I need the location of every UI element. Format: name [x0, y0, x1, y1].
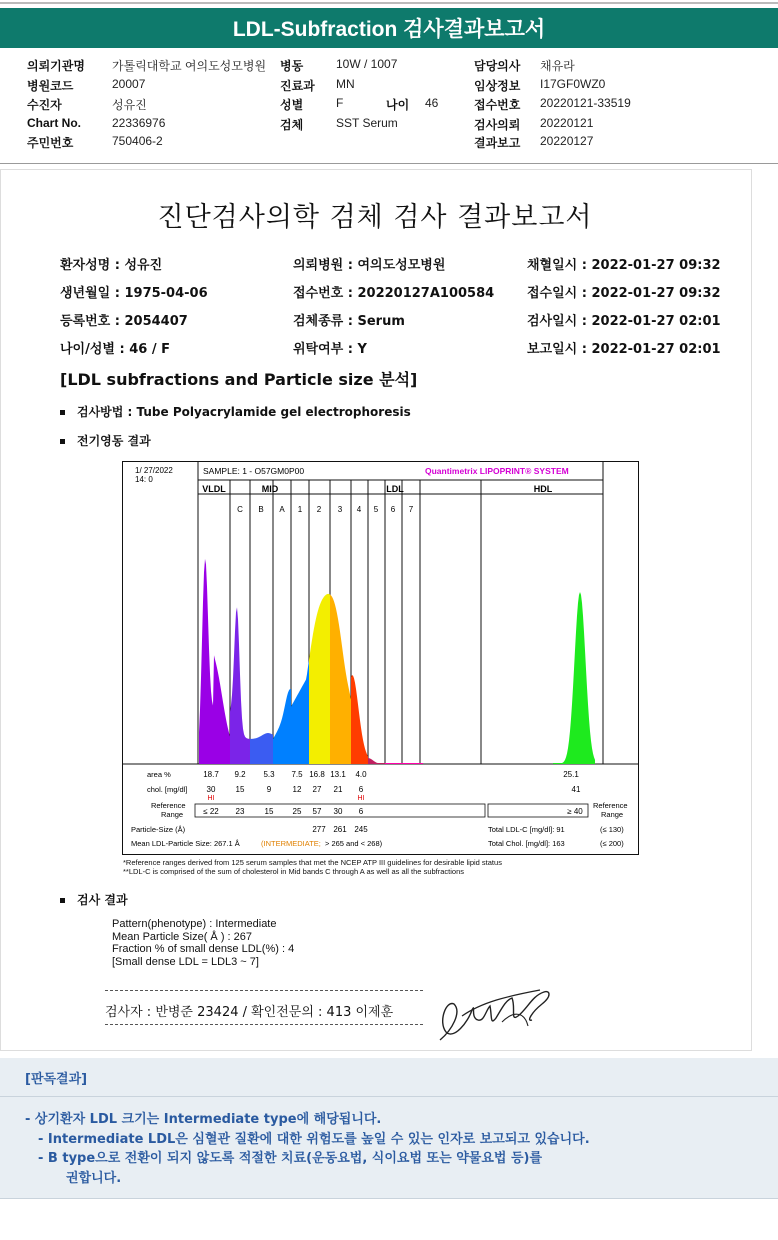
mid-c-peak	[230, 607, 250, 764]
result-line: Fraction % of small dense LDL(%) : 4	[112, 943, 295, 955]
header-key: 담당의사	[474, 59, 521, 73]
mean-ldl: Mean LDL-Particle Size: 267.1 Å	[131, 839, 240, 848]
header-value: F	[336, 96, 344, 110]
patient-field: 검사일시 : 2022-01-27 02:01	[527, 314, 721, 329]
patient-field: 검체종류 : Serum	[293, 314, 405, 329]
ref-value: 25	[292, 807, 302, 816]
section-heading: [LDL subfractions and Particle size 분석]	[60, 370, 418, 389]
header-value: 22336976	[112, 116, 166, 130]
group-label: MID	[261, 484, 279, 494]
header-key: 검사의뢰	[474, 118, 521, 132]
age-label: 나이	[386, 98, 410, 112]
results-label: 검사 결과	[77, 893, 128, 907]
bullet-icon	[60, 410, 65, 415]
result-line: Mean Particle Size( Å ) : 267	[112, 930, 253, 943]
ldl-rise	[291, 660, 309, 764]
chol-value: 6	[358, 785, 364, 794]
area-value: 9.2	[234, 770, 246, 779]
age-value: 46	[425, 96, 439, 110]
mid-b-peak	[250, 733, 273, 764]
ldl2-peak	[330, 594, 351, 764]
top-rule	[0, 2, 778, 4]
band-label: 2	[316, 505, 322, 514]
header-value: 20007	[112, 77, 146, 91]
header-key: 수진자	[27, 98, 62, 112]
patient-field: 위탁여부 : Y	[293, 342, 367, 357]
header-value: 채유라	[540, 59, 575, 73]
chart-footnote: *Reference ranges derived from 125 serum samples that met the NCEP ATP III guidelines for desirable lipid status	[123, 858, 502, 867]
method-text: 검사방법 : Tube Polyacrylamide gel electrophoresis	[77, 405, 411, 419]
total-chol-ref: (≤ 200)	[600, 839, 624, 848]
signer-rule-bottom	[105, 1024, 423, 1025]
signature-image	[432, 982, 562, 1052]
header-key: 병동	[280, 59, 304, 73]
signer-line: 검사자 : 반병준 23424 / 확인전문의 : 413 이제훈	[105, 1005, 394, 1020]
header-key: 진료과	[280, 79, 315, 93]
header-value: I17GF0WZ0	[540, 77, 606, 91]
header-value: 가톨릭대학교 여의도성모병원	[112, 59, 267, 73]
chol-value: 12	[292, 785, 302, 794]
band-label: 5	[373, 505, 379, 514]
header-key: 검체	[280, 118, 304, 132]
row-label: Reference	[151, 801, 186, 810]
patient-field: 의뢰병원 : 여의도성모병원	[293, 258, 446, 273]
ref-value: 30	[333, 807, 343, 816]
group-label: LDL	[386, 484, 404, 494]
ldl4-peak	[368, 758, 385, 764]
band-label: A	[279, 505, 285, 514]
patient-field: 보고일시 : 2022-01-27 02:01	[527, 342, 721, 357]
area-value: 16.8	[309, 770, 325, 779]
area-value: 13.1	[330, 770, 346, 779]
patient-field: 나이/성별 : 46 / F	[60, 342, 171, 357]
ldl3-peak	[351, 675, 368, 764]
result-line: [Small dense LDL = LDL3 ~ 7]	[112, 955, 259, 968]
chart-footnote: **LDL-C is comprised of the sum of cholesterol in Mid bands C through A as well as all the subfractions	[123, 867, 465, 876]
row-label: chol. [mg/dl]	[147, 785, 188, 794]
results-heading	[60, 891, 128, 908]
total-ldl: Total LDL-C [mg/dl]: 91	[488, 825, 565, 834]
total-ldl-ref: (≤ 130)	[600, 825, 624, 834]
area-value: 7.5	[291, 770, 303, 779]
header-value: MN	[336, 77, 355, 91]
verdict-line: 권합니다.	[66, 1171, 122, 1186]
signer-rule-top	[105, 990, 423, 991]
chol-value: 21	[333, 785, 343, 794]
patient-field: 접수번호 : 20220127A100584	[293, 286, 495, 301]
verdict-line: - Intermediate LDL은 심혈관 질환에 대한 위험도를 높일 수 있는 인자로 보고되고 있습니다.	[38, 1132, 590, 1147]
header-value: 20220121-33519	[540, 96, 631, 110]
verdict-line: - B type으로 전환이 되지 않도록 적절한 치료(운동요법, 식이요법 또는 약물요법 등)를	[38, 1151, 543, 1166]
chol-value: 30	[206, 785, 216, 794]
band-label: 3	[337, 505, 343, 514]
header-key: 의뢰기관명	[27, 59, 85, 73]
chol-value: 27	[312, 785, 322, 794]
header-value: 750406-2	[112, 134, 163, 148]
chol-value: 41	[571, 785, 581, 794]
group-label: VLDL	[202, 484, 226, 494]
verdict-divider	[0, 1096, 778, 1097]
chart-svg	[123, 462, 638, 854]
band-label: 7	[408, 505, 414, 514]
header-key: 임상정보	[474, 79, 521, 93]
header-key: 결과보고	[474, 136, 521, 150]
header-value: SST Serum	[336, 116, 398, 130]
chol-flag: HI	[207, 795, 215, 802]
chol-value: 15	[235, 785, 245, 794]
ref-value: 57	[312, 807, 322, 816]
result-line: Pattern(phenotype) : Intermediate	[112, 918, 277, 930]
hdl-peak	[553, 592, 595, 764]
electrophoresis-chart	[122, 461, 639, 855]
mid-a-peak	[273, 689, 291, 764]
particle-value: 277	[312, 825, 326, 834]
particle-value: 261	[333, 825, 347, 834]
chart-date: 1/ 27/2022	[135, 466, 173, 475]
header-value: 10W / 1007	[336, 57, 398, 71]
mean-ldl-range: > 265 and < 268)	[325, 839, 383, 848]
ref-value: 23	[235, 807, 245, 816]
patient-field: 환자성명 : 성유진	[60, 258, 163, 273]
patient-field: 채혈일시 : 2022-01-27 09:32	[527, 258, 721, 273]
electrophoresis-heading	[60, 432, 151, 449]
band-labels	[202, 484, 552, 514]
header-value: 20220121	[540, 116, 594, 130]
band-label: 6	[390, 505, 396, 514]
chart-brand: Quantimetrix LIPOPRINT® SYSTEM	[425, 466, 569, 476]
area-value: 25.1	[563, 770, 579, 779]
chart-time: 14: 0	[135, 475, 153, 484]
ref-value: 15	[264, 807, 274, 816]
data-rows	[131, 770, 628, 848]
group-label: HDL	[533, 484, 553, 494]
header-value: 20220127	[540, 134, 594, 148]
band-label: 4	[356, 505, 362, 514]
area-value: 4.0	[355, 770, 367, 779]
report-title: 진단검사의학 검체 검사 결과보고서	[157, 202, 593, 233]
verdict-line: - 상기환자 LDL 크기는 Intermediate type에 해당됩니다.	[25, 1112, 382, 1127]
chol-flag: HI	[357, 795, 365, 802]
particle-label: Particle-Size (Å)	[131, 825, 186, 834]
header-value: 성유진	[112, 98, 147, 112]
row-label: Range	[601, 810, 624, 819]
method-line	[60, 403, 411, 420]
footer-rule	[0, 1198, 778, 1199]
ref-value: 6	[358, 807, 364, 816]
band-label: B	[258, 505, 264, 514]
particle-value: 245	[354, 825, 368, 834]
bullet-icon	[60, 439, 65, 444]
area-value: 5.3	[263, 770, 275, 779]
ldl57-base	[385, 763, 423, 764]
ref-value: ≤ 22	[203, 807, 219, 816]
patient-field: 등록번호 : 2054407	[60, 314, 188, 329]
electrophoresis-label: 전기영동 결과	[77, 434, 151, 448]
header-key: 병원코드	[27, 79, 74, 93]
header-key: 접수번호	[474, 98, 521, 112]
row-label: Reference	[593, 801, 628, 810]
patient-field: 생년월일 : 1975-04-06	[60, 286, 208, 301]
header-key: 성별	[280, 98, 304, 112]
band-label: C	[237, 505, 243, 514]
header-key: 주민번호	[27, 136, 74, 150]
chol-value: 9	[266, 785, 272, 794]
area-value: 18.7	[203, 770, 219, 779]
header-divider	[0, 163, 778, 164]
vldl-peak	[199, 559, 230, 764]
results-text	[112, 918, 294, 968]
header-key: Chart No.	[27, 116, 81, 130]
ldl1-peak	[309, 594, 330, 764]
patient-field: 접수일시 : 2022-01-27 09:32	[527, 286, 721, 301]
row-label: area %	[147, 770, 171, 779]
page-title: LDL-Subfraction 검사결과보고서	[0, 8, 778, 48]
ref-value: ≥ 40	[567, 807, 583, 816]
density-trace	[199, 559, 595, 764]
chart-sample: SAMPLE: 1 - O57GM0P00	[203, 466, 305, 476]
bullet-icon	[60, 898, 65, 903]
row-label: Range	[161, 810, 184, 819]
band-label: 1	[297, 505, 303, 514]
total-chol: Total Chol. [mg/dl]: 163	[488, 839, 565, 848]
mean-ldl-flag: (INTERMEDIATE;	[261, 839, 321, 848]
verdict-title: [판독결과]	[25, 1072, 88, 1087]
